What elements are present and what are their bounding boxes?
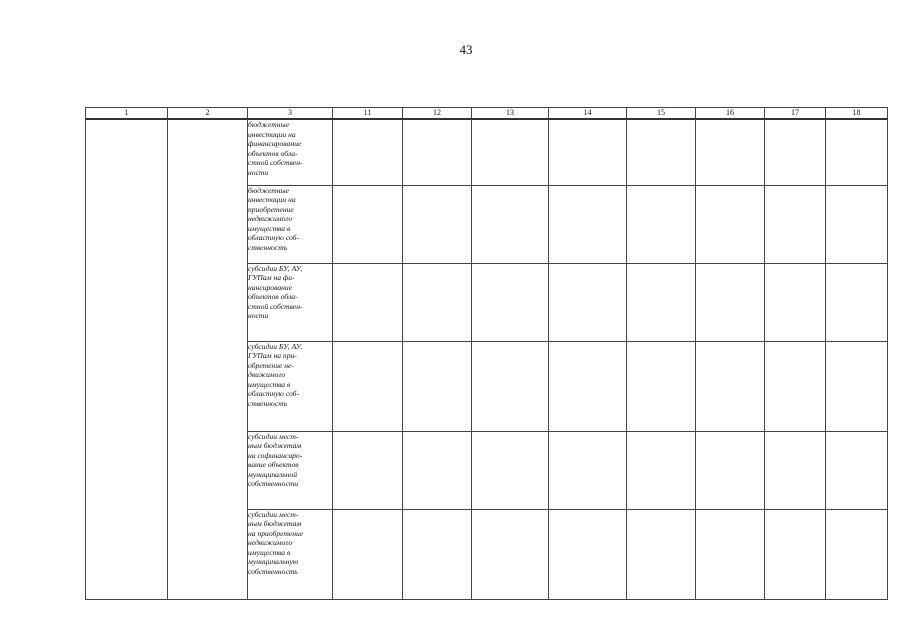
table-cell — [826, 431, 888, 509]
table-cell — [627, 509, 696, 599]
table-cell — [696, 509, 765, 599]
column-header-2: 2 — [168, 108, 248, 120]
merged-cell-col1 — [86, 119, 168, 599]
table-cell — [826, 341, 888, 431]
table-cell — [549, 263, 627, 341]
table-cell — [826, 263, 888, 341]
table-cell — [472, 119, 549, 185]
row-description: бюджетные инвестиции на финансирование объектов обла- стной собствен- ности — [248, 119, 333, 185]
page-number: 43 — [459, 42, 473, 57]
row-description: субсидии мест- ным бюджетам на софинансиро- вание объектов муниципальной собственности — [248, 431, 333, 509]
table-cell — [696, 341, 765, 431]
table-cell — [403, 263, 472, 341]
table-cell — [333, 341, 403, 431]
table-cell — [696, 431, 765, 509]
table-cell — [765, 119, 826, 185]
table-cell — [826, 119, 888, 185]
table-cell — [826, 509, 888, 599]
column-header-3: 3 — [248, 108, 333, 120]
table-cell — [472, 509, 549, 599]
column-header-15: 15 — [627, 108, 696, 120]
table-row — [86, 119, 888, 185]
column-header-12: 12 — [403, 108, 472, 120]
table-cell — [403, 509, 472, 599]
table-cell — [549, 509, 627, 599]
table-cell — [696, 263, 765, 341]
table-cell — [765, 185, 826, 263]
table-cell — [403, 119, 472, 185]
row-description: субсидии БУ, АУ, ГУПам на фи- нансирование объектов обла- стной собствен- ности — [248, 263, 333, 341]
table-cell — [333, 185, 403, 263]
table-cell — [765, 263, 826, 341]
table-cell — [403, 431, 472, 509]
row-description: бюджетные инвестиции на приобретение недвижимого имущества в областную соб- ственность — [248, 185, 333, 263]
header-row — [86, 108, 888, 120]
table-cell — [333, 263, 403, 341]
column-header-13: 13 — [472, 108, 549, 120]
table-cell — [765, 341, 826, 431]
table-cell — [472, 185, 549, 263]
table-cell — [549, 119, 627, 185]
table-cell — [549, 431, 627, 509]
table-cell — [333, 431, 403, 509]
column-header-16: 16 — [696, 108, 765, 120]
table-cell — [333, 509, 403, 599]
table-cell — [696, 185, 765, 263]
column-header-18: 18 — [826, 108, 888, 120]
table-cell — [403, 341, 472, 431]
table-cell — [627, 341, 696, 431]
table-cell — [765, 431, 826, 509]
table-cell — [403, 185, 472, 263]
table-cell — [627, 431, 696, 509]
table-cell — [549, 341, 627, 431]
table-cell — [333, 119, 403, 185]
column-header-17: 17 — [765, 108, 826, 120]
row-description: субсидии мест- ным бюджетам на приобретение недвижимого имущества в муниципальную собственность — [248, 509, 333, 599]
table-cell — [627, 185, 696, 263]
table-cell — [765, 509, 826, 599]
table-cell — [472, 341, 549, 431]
table-cell — [826, 185, 888, 263]
table-cell — [696, 119, 765, 185]
table-cell — [549, 185, 627, 263]
merged-cell-col2 — [168, 119, 248, 599]
row-description: субсидии БУ, АУ, ГУПам на при- обретение не- движимого имущества в областную соб- ственность — [248, 341, 333, 431]
column-header-11: 11 — [333, 108, 403, 120]
table-cell — [627, 119, 696, 185]
table-cell — [472, 431, 549, 509]
table-cell — [627, 263, 696, 341]
table-cell — [472, 263, 549, 341]
column-header-14: 14 — [549, 108, 627, 120]
data-table — [85, 107, 888, 600]
column-header-1: 1 — [86, 108, 168, 120]
